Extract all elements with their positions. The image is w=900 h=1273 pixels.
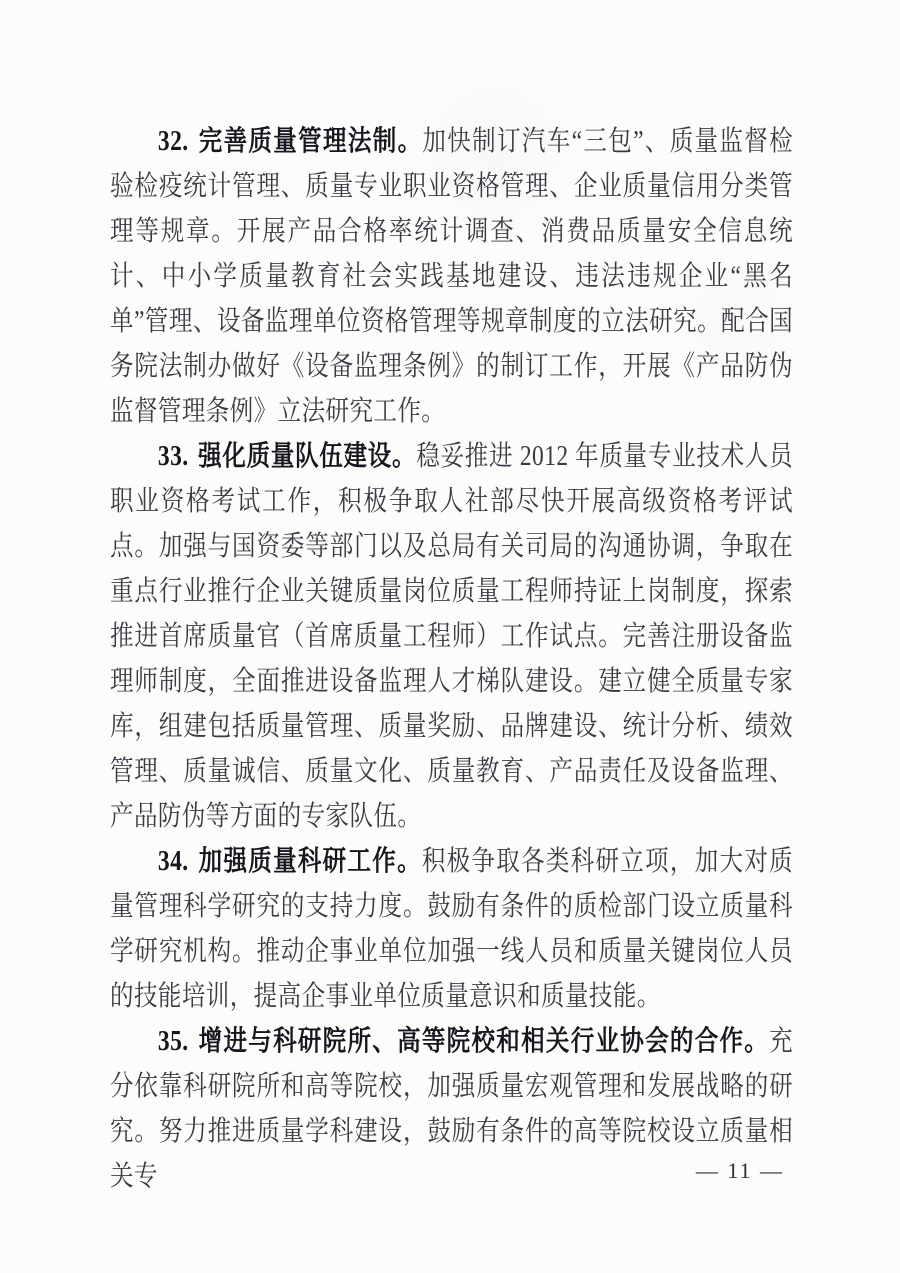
paragraph-33-lead	[158, 441, 416, 472]
paragraph-33	[110, 434, 793, 839]
paragraph-34	[110, 839, 793, 1019]
page-number: — 11 —	[695, 1158, 784, 1183]
paragraph-34-lead	[158, 846, 422, 877]
paragraph-32-number: 32.	[157, 126, 189, 157]
paragraph-34-heading: 加强质量科研工作。	[197, 846, 422, 877]
paragraph-32-lead	[158, 126, 423, 157]
document-text-block	[110, 119, 793, 1199]
paragraph-32-heading: 完善质量管理法制。	[197, 126, 423, 157]
paragraph-35	[110, 1019, 793, 1199]
paragraph-33-number: 33.	[157, 441, 189, 472]
paragraph-34-body: 积极争取各类科研立项，加大对质量管理科学研究的支持力度。鼓励有条件的质检部门设立质量科学研究机构。推动企事业单位加强一线人员和质量关键岗位人员的技能培训，提高企事业单位质量意识和质量技能。	[110, 846, 794, 1012]
paragraph-32	[110, 119, 793, 434]
paragraph-35-body: 充分依靠科研院所和高等院校，加强质量宏观管理和发展战略的研究。努力推进质量学科建设，鼓励有条件的高等院校设立质量相关专	[110, 1026, 794, 1192]
paragraph-35-lead	[158, 1026, 769, 1057]
paragraph-34-number: 34.	[157, 846, 189, 877]
paragraph-32-body: 加快制订汽车“三包”、质量监督检验检疫统计管理、质量专业职业资格管理、企业质量信用分类管理等规章。开展产品合格率统计调查、消费品质量安全信息统计、中小学质量教育社会实践基地建设、违法违规企业“黑名单”管理、设备监理单位资格管理等规章制度的立法研究。配合国务院法制办做好《设备监理条例》的制订工作，开展《产品防伪监督管理条例》立法研究工作。	[110, 126, 794, 427]
paragraph-35-heading: 增进与科研院所、高等院校和相关行业协会的合作。	[197, 1026, 770, 1057]
paragraph-35-number: 35.	[157, 1026, 189, 1057]
paragraph-33-body: 稳妥推进 2012 年质量专业技术人员职业资格考试工作，积极争取人社部尽快开展高级资格考评试点。加强与国资委等部门以及总局有关司局的沟通协调，争取在重点行业推行企业关键质量岗位质量工程师持证上岗制度，探索推进首席质量官（首席质量工程师）工作试点。完善注册设备监理师制度，全面推进设备监理人才梯队建设。建立健全质量专家库，组建包括质量管理、质量奖励、品牌建设、统计分析、绩效管理、质量诚信、质量文化、质量教育、产品责任及设备监理、产品防伪等方面的专家队伍。	[110, 441, 794, 832]
paragraph-33-heading: 强化质量队伍建设。	[197, 441, 417, 472]
